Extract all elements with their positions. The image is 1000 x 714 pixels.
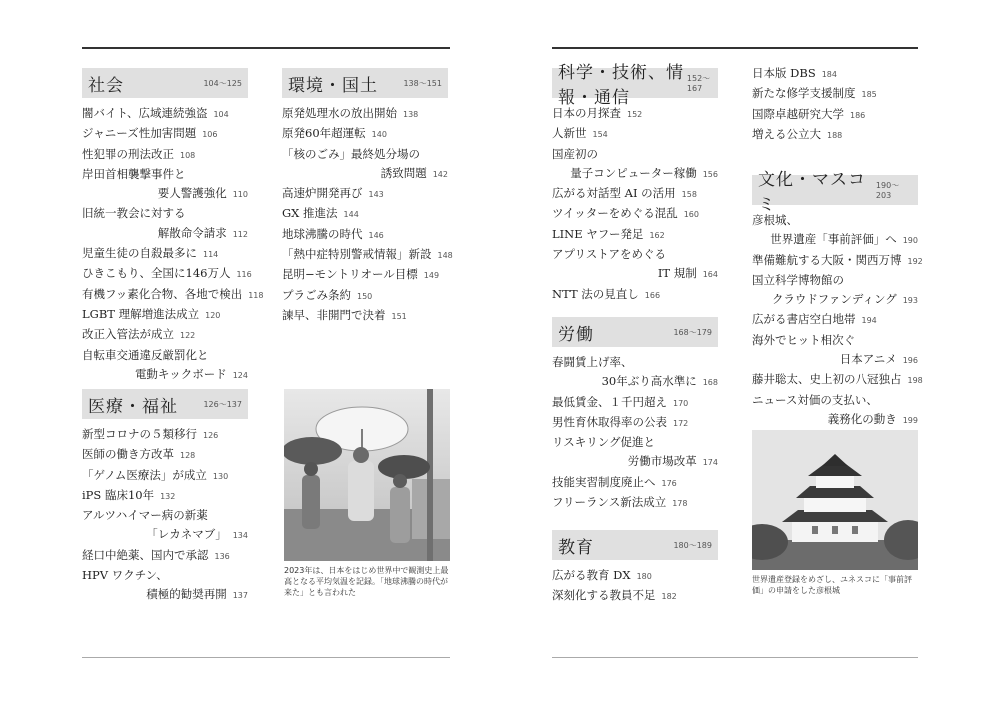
toc-entry-page: 184	[821, 70, 837, 79]
toc-entry-title: IT 規制	[657, 266, 697, 281]
toc-entry-title: 旧統一教会に対する	[82, 206, 186, 221]
section-header	[282, 68, 448, 98]
toc-entry[interactable]	[282, 104, 448, 124]
toc-entry[interactable]	[552, 473, 718, 493]
toc-entry[interactable]	[552, 245, 718, 264]
toc-entry-title: 春闘賃上げ率、	[552, 355, 633, 369]
toc-entry-page: 128	[180, 451, 196, 461]
toc-entry-title: 「核のごみ」最終処分場の	[282, 146, 420, 161]
toc-entry[interactable]	[282, 225, 448, 245]
bottom-rule-right	[552, 657, 918, 658]
toc-entry-title: 準備難航する大阪・関西万博	[752, 252, 902, 267]
toc-entry-page: 106	[202, 130, 218, 140]
castle-photo	[752, 430, 918, 570]
toc-entry-title: 経口中絶薬、国内で承認	[82, 547, 209, 562]
toc-entry[interactable]	[752, 391, 918, 410]
toc-entry-title: 増える公立大	[752, 126, 821, 141]
toc-entry-title: 自転車交通違反厳罰化と	[82, 347, 209, 362]
toc-entry[interactable]	[752, 290, 918, 310]
toc-entry[interactable]	[752, 310, 918, 330]
toc-entry-page: 164	[702, 270, 718, 280]
toc-entry-title: LINE ヤフー発足	[552, 226, 644, 241]
section-title: 労働	[558, 324, 594, 345]
toc-entry-page: 114	[203, 250, 219, 260]
toc-entry-title: 日本アニメ	[839, 352, 897, 367]
toc-entry[interactable]	[552, 433, 718, 452]
toc-entry-page: 142	[432, 169, 448, 179]
toc-entry-title: 義務化の動き	[827, 411, 897, 426]
toc-entry-page: 158	[681, 190, 697, 200]
section-kankyo	[282, 68, 453, 326]
section-page-range: 180～189	[673, 540, 712, 550]
toc-entry[interactable]	[752, 331, 918, 350]
section-header	[82, 389, 248, 419]
toc-entry-page: 194	[861, 316, 877, 326]
toc-entry-title: NTT 法の見直し	[552, 286, 639, 301]
toc-entry-page: 151	[391, 311, 407, 321]
toc-entry-page: 193	[902, 296, 918, 306]
toc-entry[interactable]	[82, 244, 248, 264]
toc-entry-title: 新たな修学支援制度	[752, 86, 856, 101]
toc-entry[interactable]	[82, 204, 248, 223]
bottom-rule-left	[82, 657, 450, 658]
section-kagaku	[552, 63, 718, 305]
toc-entry[interactable]	[552, 264, 718, 284]
toc-entry[interactable]	[82, 525, 248, 545]
toc-entry-title: iPS 臨床10年	[82, 487, 155, 502]
toc-entry[interactable]	[752, 64, 918, 84]
section-kyoiku	[552, 530, 718, 607]
toc-entry-page: 150	[357, 291, 373, 301]
toc-entry[interactable]	[552, 413, 718, 433]
toc-entry-title: リスキリング促進と	[552, 435, 656, 450]
toc-entry-page: 132	[160, 491, 176, 501]
toc-entry-page: 130	[212, 471, 229, 481]
toc-entry-page: 137	[232, 591, 248, 601]
toc-entry-page: 112	[232, 229, 248, 239]
toc-entry-page: 176	[661, 478, 677, 488]
toc-entry[interactable]	[552, 372, 718, 392]
toc-entry-title: 高速炉開発再び	[282, 186, 363, 201]
section-kyoiku-continued	[752, 64, 918, 145]
toc-entry-title: 原発60年超運転	[282, 126, 366, 141]
toc-entry[interactable]	[82, 305, 248, 325]
toc-entry-title: クラウドファンディング	[771, 292, 897, 307]
toc-entry-title: LGBT 理解増進法成立	[82, 306, 200, 321]
section-shakai	[82, 68, 264, 385]
castle-photo-caption: 世界遺産登録をめざし、ユネスコに「事前評価」の申請をした彦根城	[752, 575, 912, 595]
toc-entry-title: 積極的勧奨再開	[146, 587, 227, 602]
toc-entry-title: 広がる対話型 AI の活用	[552, 186, 676, 201]
toc-entry-title: プラごみ条約	[282, 287, 351, 302]
section-page-range: 168～179	[673, 327, 712, 337]
toc-entry-page: 199	[902, 415, 918, 425]
section-title: 環境・国土	[288, 75, 378, 96]
section-page-range: 152～167	[686, 74, 711, 93]
toc-entry[interactable]	[282, 204, 448, 224]
toc-entry-page: 198	[907, 376, 923, 386]
toc-entry[interactable]	[282, 306, 448, 326]
toc-entry[interactable]	[82, 466, 248, 486]
toc-entry-title: 藤井聡太、史上初の八冠独占	[752, 372, 902, 387]
toc-entry[interactable]	[752, 251, 923, 271]
toc-entry-title: 「ゲノム医療法」が成立	[82, 467, 207, 482]
toc-entry-page: 144	[343, 210, 359, 220]
toc-entry-title: 電動キックボード	[134, 366, 227, 381]
toc-entry-title: 医師の働き方改革	[82, 447, 174, 462]
heat-photo	[284, 389, 450, 561]
toc-entry[interactable]	[82, 264, 252, 284]
toc-entry-page: 172	[673, 418, 689, 428]
toc-entry-page: 168	[702, 378, 718, 388]
toc-entry-title: 30年ぶり高水準に	[601, 374, 697, 389]
section-page-range: 190～203	[875, 181, 900, 200]
toc-entry-page: 120	[205, 310, 221, 320]
toc-entry-page: 154	[592, 130, 608, 140]
toc-entry-title: 「熱中症特別警戒情報」新設	[282, 247, 432, 262]
toc-entry-title: ひきこもり、全国に146万人	[82, 266, 231, 281]
toc-entry-title: 深刻化する教員不足	[552, 588, 656, 603]
toc-entry[interactable]	[82, 566, 248, 585]
toc-entry[interactable]	[552, 104, 718, 124]
toc-entry-title: 人新世	[552, 126, 587, 141]
toc-entry[interactable]	[552, 184, 718, 204]
toc-entry[interactable]	[752, 370, 923, 390]
toc-entry-page: 108	[180, 150, 196, 160]
toc-entry-page: 138	[403, 110, 419, 119]
toc-entry-title: 技能実習制度廃止へ	[552, 474, 656, 489]
toc-entry[interactable]	[82, 104, 248, 124]
toc-entry[interactable]	[82, 546, 248, 566]
toc-entry[interactable]	[552, 204, 718, 224]
toc-entry-page: 186	[850, 110, 866, 120]
toc-entry-title: フリーランス新法成立	[552, 495, 667, 510]
toc-entry-title: 男性育休取得率の公表	[552, 414, 667, 429]
toc-entry[interactable]	[282, 124, 448, 144]
toc-entry-title: 誘致問題	[380, 165, 427, 180]
toc-entry-title: 闇バイト、広域連続強盗	[82, 106, 208, 120]
toc-entry-title: 労働市場改革	[627, 454, 697, 469]
toc-entry-page: 180	[636, 572, 652, 581]
toc-entry[interactable]	[82, 346, 248, 365]
toc-entry[interactable]	[82, 224, 248, 244]
toc-entry[interactable]	[552, 393, 718, 413]
toc-entry[interactable]	[82, 184, 248, 204]
toc-entry-title: 改正入管法が成立	[82, 327, 174, 342]
toc-entry[interactable]	[752, 84, 918, 104]
section-page-range: 126～137	[203, 399, 242, 409]
toc-entry-page: 124	[232, 370, 248, 380]
toc-entry-title: 海外でヒット相次ぐ	[752, 332, 856, 347]
toc-entry-title: 原発処理水の放出開始	[282, 106, 397, 120]
toc-entry-title: 量子コンピューター稼働	[570, 165, 697, 180]
toc-entry-title: 性犯罪の刑法改正	[82, 146, 174, 161]
toc-entry-title: 解散命令請求	[157, 225, 227, 240]
umbrella-people-image	[284, 389, 450, 561]
toc-entry[interactable]	[552, 225, 718, 245]
toc-entry[interactable]	[552, 145, 718, 164]
toc-entry[interactable]	[752, 350, 918, 370]
toc-entry-title: 岸田首相襲撃事件と	[82, 166, 186, 181]
section-page-range: 138～151	[403, 78, 442, 88]
toc-entry[interactable]	[552, 452, 718, 472]
toc-entry-title: 「レカネマブ」	[146, 527, 227, 542]
toc-entry-page: 174	[702, 458, 718, 468]
toc-entry-page: 116	[236, 270, 252, 280]
toc-entry-page: 166	[644, 290, 661, 300]
toc-entry-page: 110	[232, 190, 248, 200]
section-header	[552, 530, 718, 560]
section-iryo	[82, 389, 248, 606]
section-title: 文化・マスコミ	[758, 170, 866, 215]
toc-entry[interactable]	[282, 286, 448, 306]
toc-entry-page: 136	[214, 551, 230, 561]
toc-entry[interactable]	[552, 566, 718, 586]
toc-entry-page: 152	[627, 110, 643, 119]
toc-entry-page: 192	[907, 256, 923, 266]
toc-entry[interactable]	[82, 365, 248, 385]
toc-entry-title: ジャニーズ性加害問題	[82, 126, 197, 141]
toc-entry-title: 広がる教育 DX	[552, 568, 631, 582]
section-page-range: 104～125	[203, 78, 242, 88]
toc-entry[interactable]	[82, 325, 248, 345]
toc-entry-page: 156	[702, 169, 718, 179]
section-header	[552, 63, 718, 108]
toc-entry-page: 188	[827, 130, 843, 140]
toc-entry[interactable]	[282, 265, 448, 285]
toc-entry-title: 国産初の	[552, 146, 598, 161]
toc-entry[interactable]	[282, 184, 448, 204]
toc-entry-title: 世界遺産「事前評価」へ	[770, 232, 897, 247]
toc-entry[interactable]	[752, 125, 918, 145]
toc-entry[interactable]	[82, 124, 248, 144]
hikone-castle-image	[752, 430, 918, 570]
toc-entry-title: 諫早、非開門で決着	[282, 307, 386, 322]
toc-entry[interactable]	[552, 353, 718, 372]
toc-entry-page: 178	[672, 499, 688, 509]
toc-entry[interactable]	[82, 425, 248, 445]
toc-entry-title: 国立科学博物館の	[752, 272, 844, 287]
section-title: 社会	[88, 75, 124, 96]
section-title: 教育	[558, 537, 594, 558]
toc-entry[interactable]	[552, 164, 718, 184]
toc-entry-title: 最低賃金、１千円超え	[552, 394, 667, 409]
toc-entry[interactable]	[82, 585, 248, 605]
toc-entry-title: 有機フッ素化合物、各地で検出	[82, 286, 243, 301]
top-rule-right	[552, 47, 918, 49]
toc-entry-page: 149	[423, 271, 440, 281]
toc-entry-title: 児童生徒の自殺最多に	[82, 246, 197, 261]
toc-entry-title: 日本版 DBS	[752, 66, 816, 80]
toc-entry[interactable]	[752, 271, 918, 290]
toc-entry[interactable]	[82, 486, 248, 506]
toc-entry-page: 148	[437, 251, 453, 261]
toc-entry[interactable]	[82, 445, 248, 465]
toc-entry[interactable]	[82, 165, 248, 184]
toc-entry-page: 182	[661, 592, 677, 602]
toc-entry[interactable]	[552, 493, 718, 513]
toc-entry[interactable]	[752, 105, 918, 125]
toc-entry[interactable]	[552, 124, 718, 144]
toc-entry-title: HPV ワクチン、	[82, 568, 168, 583]
heat-photo-caption: 2023年は、日本をはじめ世界中で観測史上最高となる平均気温を記録。「地球沸騰の時代が来た」とも言われた	[284, 566, 449, 597]
toc-entry-title: 昆明−モントリオール目標	[282, 267, 418, 282]
section-title: 医療・福祉	[88, 396, 178, 417]
toc-entry-title: ニュース対価の支払い、	[752, 392, 878, 407]
toc-entry-page: 146	[368, 230, 384, 240]
toc-entry-page: 185	[861, 90, 877, 100]
toc-entry-title: 新型コロナの５類移行	[82, 427, 197, 441]
section-header	[752, 170, 918, 215]
toc-entry-page: 140	[371, 130, 387, 140]
toc-entry-page: 170	[673, 398, 689, 408]
toc-entry-page: 162	[649, 230, 665, 240]
toc-entry-page: 160	[683, 210, 699, 220]
top-rule-left	[82, 47, 450, 49]
section-bunka	[752, 170, 923, 430]
toc-entry-title: 地球沸騰の時代	[282, 226, 363, 241]
toc-entry-page: 190	[902, 236, 918, 246]
toc-entry[interactable]	[82, 506, 248, 525]
toc-entry-title: アプリストアをめぐる	[552, 247, 666, 262]
toc-entry[interactable]	[282, 145, 448, 164]
toc-entry-page: 118	[248, 290, 264, 300]
toc-entry[interactable]	[282, 245, 453, 265]
toc-entry-title: GX 推進法	[282, 206, 338, 221]
toc-entry-title: アルツハイマー病の新薬	[82, 508, 208, 523]
toc-entry-title: 日本の月探査	[552, 106, 621, 120]
toc-entry[interactable]	[752, 410, 918, 430]
section-rodo	[552, 317, 718, 513]
section-header	[552, 317, 718, 347]
toc-entry-title: 彦根城、	[752, 213, 798, 227]
toc-entry-title: ツイッターをめぐる混乱	[552, 206, 678, 221]
toc-entry-page: 122	[180, 331, 196, 341]
toc-entry-page: 104	[213, 110, 229, 119]
toc-entry-title: 広がる書店空白地帯	[752, 312, 856, 327]
toc-entry[interactable]	[282, 164, 448, 184]
toc-entry[interactable]	[752, 230, 918, 250]
section-title: 科学・技術、情報・通信	[558, 63, 684, 108]
toc-entry-page: 126	[203, 431, 219, 440]
toc-entry[interactable]	[82, 285, 264, 305]
toc-entry-page: 134	[232, 531, 248, 541]
section-header	[82, 68, 248, 98]
toc-entry[interactable]	[82, 145, 248, 165]
toc-entry-page: 196	[902, 356, 918, 366]
toc-entry-title: 国際卓越研究大学	[752, 106, 844, 121]
toc-entry-title: 要人警護強化	[157, 186, 227, 201]
toc-entry-page: 143	[368, 190, 384, 200]
toc-entry[interactable]	[552, 586, 718, 606]
toc-entry[interactable]	[552, 285, 718, 305]
